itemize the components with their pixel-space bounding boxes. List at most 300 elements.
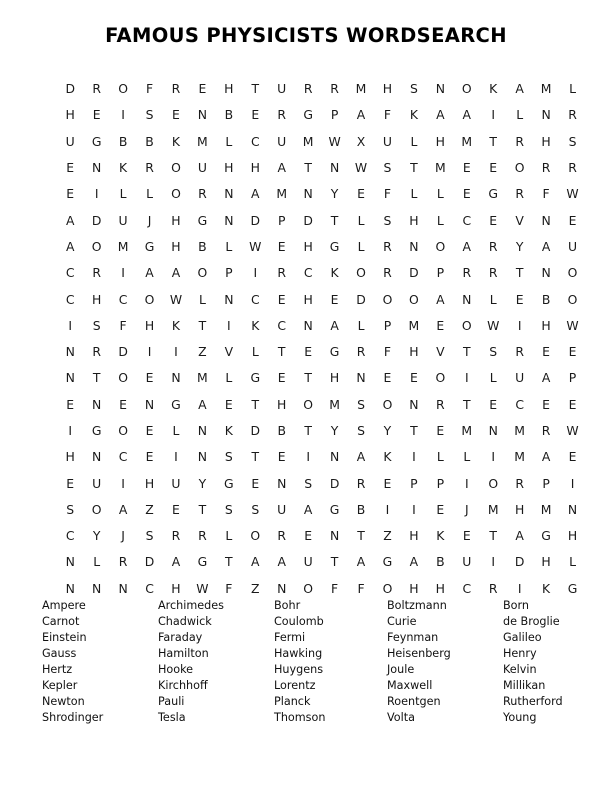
word-list-item[interactable]: Kelvin (503, 663, 537, 677)
grid-cell[interactable]: O (91, 501, 102, 517)
grid-cell[interactable]: I (147, 344, 152, 360)
word-list-item[interactable]: Shrodinger (42, 711, 104, 725)
word-list-item[interactable]: Thomson (274, 711, 326, 725)
grid-cell[interactable]: B (224, 107, 234, 123)
grid-cell[interactable]: L (119, 186, 127, 202)
grid-cell[interactable]: H (567, 528, 578, 544)
grid-cell[interactable]: O (567, 291, 578, 307)
grid-cell[interactable]: E (66, 475, 75, 491)
grid-cell[interactable]: P (330, 107, 339, 123)
grid-cell[interactable]: R (383, 238, 392, 254)
grid-cell[interactable]: E (357, 186, 365, 202)
grid-cell[interactable]: M (514, 423, 525, 438)
grid-cell[interactable]: S (409, 81, 418, 97)
grid-cell[interactable]: U (515, 370, 525, 386)
grid-cell[interactable]: N (329, 528, 340, 544)
grid-cell[interactable]: N (65, 580, 75, 596)
grid-cell[interactable]: P (436, 265, 445, 281)
grid-cell[interactable]: S (357, 396, 365, 412)
grid-cell[interactable]: H (65, 107, 75, 123)
grid-cell[interactable]: E (66, 186, 75, 202)
grid-cell[interactable]: G (171, 396, 181, 412)
word-list-item[interactable]: Einstein (42, 631, 87, 645)
grid-cell[interactable]: N (224, 186, 234, 202)
grid-cell[interactable]: D (65, 81, 75, 97)
grid-cell[interactable]: E (304, 528, 313, 544)
grid-cell[interactable]: Z (145, 501, 154, 517)
grid-cell[interactable]: A (436, 291, 445, 307)
grid-cell[interactable]: A (330, 317, 339, 333)
grid-cell[interactable]: E (330, 291, 339, 307)
grid-cell[interactable]: R (436, 396, 445, 412)
grid-cell[interactable]: J (464, 501, 469, 517)
grid-cell[interactable]: K (171, 317, 181, 333)
grid-cell[interactable]: K (251, 317, 260, 333)
grid-cell[interactable]: S (224, 449, 233, 465)
grid-cell[interactable]: L (357, 212, 365, 228)
grid-cell[interactable]: L (225, 238, 233, 254)
grid-cell[interactable]: R (198, 528, 207, 544)
grid-cell[interactable]: K (119, 160, 128, 176)
grid-cell[interactable]: L (357, 317, 365, 333)
grid-cell[interactable]: I (464, 475, 469, 491)
grid-cell[interactable]: W (169, 291, 183, 307)
grid-cell[interactable]: O (488, 475, 499, 491)
grid-cell[interactable]: L (225, 370, 233, 386)
grid-cell[interactable]: V (515, 212, 524, 228)
grid-cell[interactable]: K (436, 528, 445, 544)
grid-cell[interactable]: I (412, 449, 416, 465)
grid-cell[interactable]: R (356, 475, 366, 491)
word-list-item[interactable]: de Broglie (503, 615, 560, 629)
grid-cell[interactable]: I (174, 449, 178, 465)
grid-cell[interactable]: F (383, 186, 392, 202)
word-list-item[interactable]: Roentgen (387, 695, 441, 709)
grid-cell[interactable]: G (567, 580, 578, 596)
grid-cell[interactable]: W (566, 186, 579, 202)
grid-cell[interactable]: Z (383, 528, 392, 544)
grid-cell[interactable]: A (515, 81, 524, 97)
grid-cell[interactable]: N (197, 423, 208, 438)
grid-cell[interactable]: F (225, 580, 233, 596)
grid-cell[interactable]: Z (251, 580, 260, 596)
grid-cell[interactable]: E (436, 501, 445, 517)
grid-cell[interactable]: T (304, 160, 312, 176)
word-list-item[interactable]: Tesla (158, 711, 186, 725)
grid-cell[interactable]: L (172, 423, 180, 438)
grid-cell[interactable]: N (541, 265, 551, 281)
grid-cell[interactable]: H (541, 554, 551, 570)
grid-cell[interactable]: K (171, 133, 181, 149)
grid-cell[interactable]: H (224, 160, 234, 176)
grid-cell[interactable]: T (198, 501, 207, 517)
grid-cell[interactable]: Y (92, 528, 101, 544)
grid-cell[interactable]: R (383, 265, 392, 281)
grid-cell[interactable]: M (197, 133, 208, 149)
grid-cell[interactable]: R (541, 423, 551, 438)
grid-cell[interactable]: A (409, 554, 419, 570)
grid-cell[interactable]: B (436, 554, 445, 570)
grid-cell[interactable]: A (65, 212, 75, 228)
word-list-item[interactable]: Feynman (387, 631, 439, 645)
grid-cell[interactable]: A (541, 449, 551, 465)
grid-cell[interactable]: P (542, 475, 550, 491)
word-list-item[interactable]: Hooke (158, 663, 194, 677)
grid-cell[interactable]: H (303, 238, 313, 254)
grid-cell[interactable]: C (250, 133, 260, 149)
grid-cell[interactable]: E (489, 160, 498, 176)
grid-cell[interactable]: O (461, 81, 472, 97)
grid-cell[interactable]: E (383, 370, 392, 386)
grid-cell[interactable]: A (541, 370, 551, 386)
word-list-item[interactable]: Gauss (42, 647, 77, 661)
grid-cell[interactable]: O (118, 423, 128, 438)
grid-cell[interactable]: E (383, 475, 392, 491)
word-list-item[interactable]: Curie (387, 615, 417, 629)
grid-cell[interactable]: A (356, 449, 366, 465)
grid-cell[interactable]: C (118, 449, 128, 465)
grid-cell[interactable]: G (488, 186, 499, 202)
grid-cell[interactable]: R (277, 528, 287, 544)
grid-cell[interactable]: B (277, 423, 286, 438)
grid-cell[interactable]: S (304, 475, 313, 491)
grid-cell[interactable]: H (435, 580, 445, 596)
grid-cell[interactable]: L (93, 554, 101, 570)
grid-cell[interactable]: R (118, 554, 128, 570)
grid-cell[interactable]: T (198, 317, 207, 333)
grid-cell[interactable]: W (354, 160, 368, 176)
grid-cell[interactable]: M (276, 186, 288, 202)
grid-cell[interactable]: K (542, 580, 551, 596)
grid-cell[interactable]: I (306, 449, 310, 465)
grid-cell[interactable]: H (171, 580, 181, 596)
grid-cell[interactable]: R (92, 81, 101, 97)
grid-cell[interactable]: H (171, 212, 181, 228)
grid-cell[interactable]: H (224, 81, 234, 97)
word-list-item[interactable]: Joule (387, 663, 415, 677)
grid-cell[interactable]: L (489, 291, 497, 307)
grid-cell[interactable]: Y (383, 423, 392, 438)
grid-cell[interactable]: E (568, 344, 577, 360)
grid-cell[interactable]: O (435, 238, 446, 254)
grid-cell[interactable]: T (277, 344, 286, 360)
grid-cell[interactable]: R (462, 265, 472, 281)
word-list-item[interactable]: Young (503, 711, 537, 725)
grid-cell[interactable]: T (462, 396, 471, 412)
grid-cell[interactable]: R (515, 344, 524, 360)
grid-cell[interactable]: G (382, 554, 393, 570)
grid-cell[interactable]: E (515, 291, 524, 307)
grid-cell[interactable]: H (144, 317, 155, 333)
grid-cell[interactable]: O (171, 160, 181, 176)
grid-cell[interactable]: R (277, 107, 287, 123)
grid-cell[interactable]: M (329, 396, 340, 412)
grid-cell[interactable]: R (568, 107, 577, 123)
grid-cell[interactable]: H (541, 317, 551, 333)
grid-cell[interactable]: S (489, 344, 498, 360)
word-list-item[interactable]: Huygens (274, 663, 324, 677)
grid-cell[interactable]: I (121, 107, 125, 123)
grid-cell[interactable]: I (68, 423, 73, 438)
grid-cell[interactable]: G (250, 370, 261, 386)
grid-cell[interactable]: U (303, 554, 313, 570)
grid-cell[interactable]: D (250, 423, 261, 438)
grid-cell[interactable]: E (436, 423, 445, 438)
grid-cell[interactable]: O (356, 265, 366, 281)
grid-cell[interactable]: O (435, 370, 446, 386)
grid-cell[interactable]: E (568, 212, 577, 228)
grid-cell[interactable]: T (92, 370, 101, 386)
grid-cell[interactable]: E (462, 186, 471, 202)
grid-cell[interactable]: F (119, 317, 127, 333)
grid-cell[interactable]: L (569, 81, 576, 97)
grid-cell[interactable]: O (250, 528, 261, 544)
grid-cell[interactable]: M (302, 133, 314, 149)
word-list-item[interactable]: Millikan (503, 679, 546, 693)
grid-cell[interactable]: M (540, 501, 552, 517)
grid-cell[interactable]: N (65, 554, 75, 570)
word-list-item[interactable]: Carnot (42, 615, 80, 629)
grid-cell[interactable]: E (66, 160, 75, 176)
grid-cell[interactable]: N (171, 370, 181, 386)
grid-cell[interactable]: A (541, 238, 551, 254)
grid-cell[interactable]: S (357, 423, 365, 438)
grid-cell[interactable]: D (91, 212, 102, 228)
grid-cell[interactable]: R (198, 186, 207, 202)
grid-cell[interactable]: L (357, 238, 365, 254)
grid-cell[interactable]: O (409, 291, 419, 307)
grid-cell[interactable]: U (197, 160, 207, 176)
grid-cell[interactable]: U (92, 475, 102, 491)
grid-cell[interactable]: R (303, 81, 313, 97)
grid-cell[interactable]: K (224, 423, 233, 438)
grid-cell[interactable]: N (329, 160, 340, 176)
grid-cell[interactable]: B (118, 133, 128, 149)
grid-cell[interactable]: L (146, 186, 153, 202)
grid-cell[interactable]: E (145, 449, 154, 465)
grid-cell[interactable]: S (92, 317, 101, 333)
grid-cell[interactable]: A (145, 265, 154, 281)
grid-cell[interactable]: I (227, 317, 231, 333)
grid-cell[interactable]: R (356, 344, 366, 360)
grid-cell[interactable]: L (436, 186, 444, 202)
grid-cell[interactable]: S (383, 212, 392, 228)
grid-cell[interactable]: R (541, 160, 551, 176)
grid-cell[interactable]: E (198, 81, 207, 97)
grid-cell[interactable]: R (145, 160, 154, 176)
grid-cell[interactable]: H (329, 370, 340, 386)
grid-cell[interactable]: Y (330, 423, 339, 438)
grid-cell[interactable]: G (144, 238, 155, 254)
grid-cell[interactable]: A (251, 186, 260, 202)
grid-cell[interactable]: I (570, 475, 575, 491)
grid-cell[interactable]: G (303, 107, 313, 123)
grid-cell[interactable]: M (197, 370, 208, 386)
grid-cell[interactable]: P (225, 265, 233, 281)
grid-cell[interactable]: B (356, 501, 366, 517)
grid-cell[interactable]: M (408, 317, 420, 333)
word-list-item[interactable]: Born (503, 599, 530, 612)
grid-cell[interactable]: H (65, 449, 75, 465)
word-list-item[interactable]: Henry (503, 647, 537, 661)
grid-cell[interactable]: A (462, 107, 472, 123)
grid-cell[interactable]: O (118, 81, 128, 97)
grid-cell[interactable]: N (541, 212, 551, 228)
grid-cell[interactable]: R (488, 580, 498, 596)
grid-cell[interactable]: O (118, 370, 128, 386)
grid-cell[interactable]: N (197, 107, 208, 123)
grid-cell[interactable]: G (91, 423, 102, 438)
grid-cell[interactable]: B (541, 291, 551, 307)
grid-cell[interactable]: E (66, 396, 75, 412)
grid-cell[interactable]: R (171, 528, 181, 544)
grid-cell[interactable]: H (514, 501, 525, 517)
grid-cell[interactable]: C (65, 291, 75, 307)
grid-cell[interactable]: G (329, 501, 340, 517)
grid-cell[interactable]: C (65, 528, 75, 544)
grid-cell[interactable]: Y (330, 186, 339, 202)
grid-cell[interactable]: C (462, 580, 472, 596)
grid-cell[interactable]: N (118, 580, 128, 596)
grid-cell[interactable]: N (356, 370, 366, 386)
grid-cell[interactable]: R (277, 265, 287, 281)
word-list-item[interactable]: Coulomb (274, 615, 324, 629)
grid-cell[interactable]: L (225, 528, 233, 544)
grid-cell[interactable]: G (329, 238, 340, 254)
grid-cell[interactable]: N (92, 449, 102, 465)
grid-cell[interactable]: S (383, 160, 392, 176)
grid-cell[interactable]: E (251, 475, 260, 491)
grid-cell[interactable]: L (410, 186, 418, 202)
grid-cell[interactable]: M (487, 501, 499, 517)
grid-cell[interactable]: N (277, 580, 287, 596)
grid-cell[interactable]: E (462, 528, 471, 544)
grid-cell[interactable]: H (435, 133, 445, 149)
grid-cell[interactable]: L (436, 212, 444, 228)
grid-cell[interactable]: R (330, 81, 339, 97)
grid-cell[interactable]: I (517, 580, 522, 596)
grid-cell[interactable]: G (91, 133, 102, 149)
grid-cell[interactable]: R (92, 344, 101, 360)
grid-cell[interactable]: Y (515, 238, 524, 254)
word-list-item[interactable]: Rutherford (503, 695, 563, 709)
grid-cell[interactable]: T (251, 81, 260, 97)
grid-cell[interactable]: A (303, 501, 313, 517)
grid-cell[interactable]: E (277, 291, 286, 307)
grid-cell[interactable]: T (357, 528, 365, 544)
grid-cell[interactable]: M (355, 81, 367, 97)
grid-cell[interactable]: E (542, 344, 551, 360)
grid-cell[interactable]: P (383, 317, 392, 333)
grid-cell[interactable]: G (197, 554, 208, 570)
grid-cell[interactable]: N (435, 81, 445, 97)
grid-cell[interactable]: H (277, 396, 287, 412)
grid-cell[interactable]: S (66, 501, 75, 517)
grid-cell[interactable]: L (410, 133, 418, 149)
grid-cell[interactable]: D (514, 554, 525, 570)
grid-cell[interactable]: T (304, 370, 312, 386)
grid-cell[interactable]: T (410, 423, 418, 438)
grid-cell[interactable]: C (303, 265, 313, 281)
grid-cell[interactable]: E (568, 449, 577, 465)
grid-cell[interactable]: O (303, 580, 314, 596)
grid-cell[interactable]: H (409, 580, 419, 596)
grid-cell[interactable]: T (251, 449, 260, 465)
grid-cell[interactable]: W (566, 317, 579, 333)
grid-cell[interactable]: E (277, 370, 286, 386)
grid-cell[interactable]: B (198, 238, 207, 254)
grid-cell[interactable]: N (92, 396, 102, 412)
grid-cell[interactable]: C (462, 212, 472, 228)
grid-cell[interactable]: N (567, 501, 578, 517)
grid-cell[interactable]: L (489, 370, 497, 386)
grid-cell[interactable]: L (225, 133, 233, 149)
word-list-item[interactable]: Archimedes (158, 599, 224, 612)
word-list-item[interactable]: Galileo (503, 631, 542, 645)
grid-cell[interactable]: I (121, 265, 125, 281)
grid-cell[interactable]: A (198, 396, 207, 412)
grid-cell[interactable]: O (197, 265, 208, 281)
grid-cell[interactable]: I (94, 186, 99, 202)
grid-cell[interactable]: A (277, 554, 286, 570)
grid-cell[interactable]: S (251, 501, 260, 517)
grid-cell[interactable]: R (488, 238, 498, 254)
grid-cell[interactable]: M (434, 160, 446, 176)
word-list-item[interactable]: Heisenberg (387, 647, 451, 661)
grid-cell[interactable]: J (121, 528, 125, 544)
grid-cell[interactable]: V (224, 344, 234, 360)
grid-cell[interactable]: I (253, 265, 258, 281)
grid-cell[interactable]: N (65, 370, 75, 386)
grid-cell[interactable]: D (329, 475, 340, 491)
word-list-item[interactable]: Hamilton (158, 647, 209, 661)
word-list-item[interactable]: Kepler (42, 679, 78, 693)
grid-cell[interactable]: R (568, 160, 577, 176)
grid-cell[interactable]: E (542, 396, 551, 412)
word-list-item[interactable]: Maxwell (387, 679, 433, 693)
grid-cell[interactable]: O (382, 291, 393, 307)
grid-cell[interactable]: K (489, 81, 498, 97)
grid-cell[interactable]: L (463, 449, 471, 465)
grid-cell[interactable]: N (224, 212, 234, 228)
grid-cell[interactable]: U (462, 554, 472, 570)
word-list-item[interactable]: Fermi (274, 631, 306, 645)
grid-cell[interactable]: F (383, 344, 392, 360)
grid-cell[interactable]: T (489, 133, 497, 149)
grid-cell[interactable]: O (514, 160, 525, 176)
grid-cell[interactable]: V (436, 344, 445, 360)
grid-cell[interactable]: J (147, 212, 152, 228)
grid-cell[interactable]: L (569, 554, 576, 570)
grid-cell[interactable]: S (224, 501, 233, 517)
grid-cell[interactable]: E (145, 423, 154, 438)
grid-cell[interactable]: N (303, 317, 313, 333)
grid-cell[interactable]: N (409, 238, 419, 254)
grid-cell[interactable]: D (250, 212, 261, 228)
grid-cell[interactable]: C (118, 291, 128, 307)
grid-cell[interactable]: C (65, 265, 75, 281)
grid-cell[interactable]: D (303, 212, 313, 228)
grid-cell[interactable]: L (516, 107, 524, 123)
grid-cell[interactable]: R (515, 475, 524, 491)
grid-cell[interactable]: U (171, 475, 181, 491)
grid-cell[interactable]: A (515, 528, 524, 544)
grid-cell[interactable]: T (330, 212, 339, 228)
grid-cell[interactable]: X (356, 133, 366, 149)
grid-cell[interactable]: C (277, 317, 287, 333)
grid-cell[interactable]: W (566, 423, 579, 438)
grid-cell[interactable]: U (277, 81, 287, 97)
